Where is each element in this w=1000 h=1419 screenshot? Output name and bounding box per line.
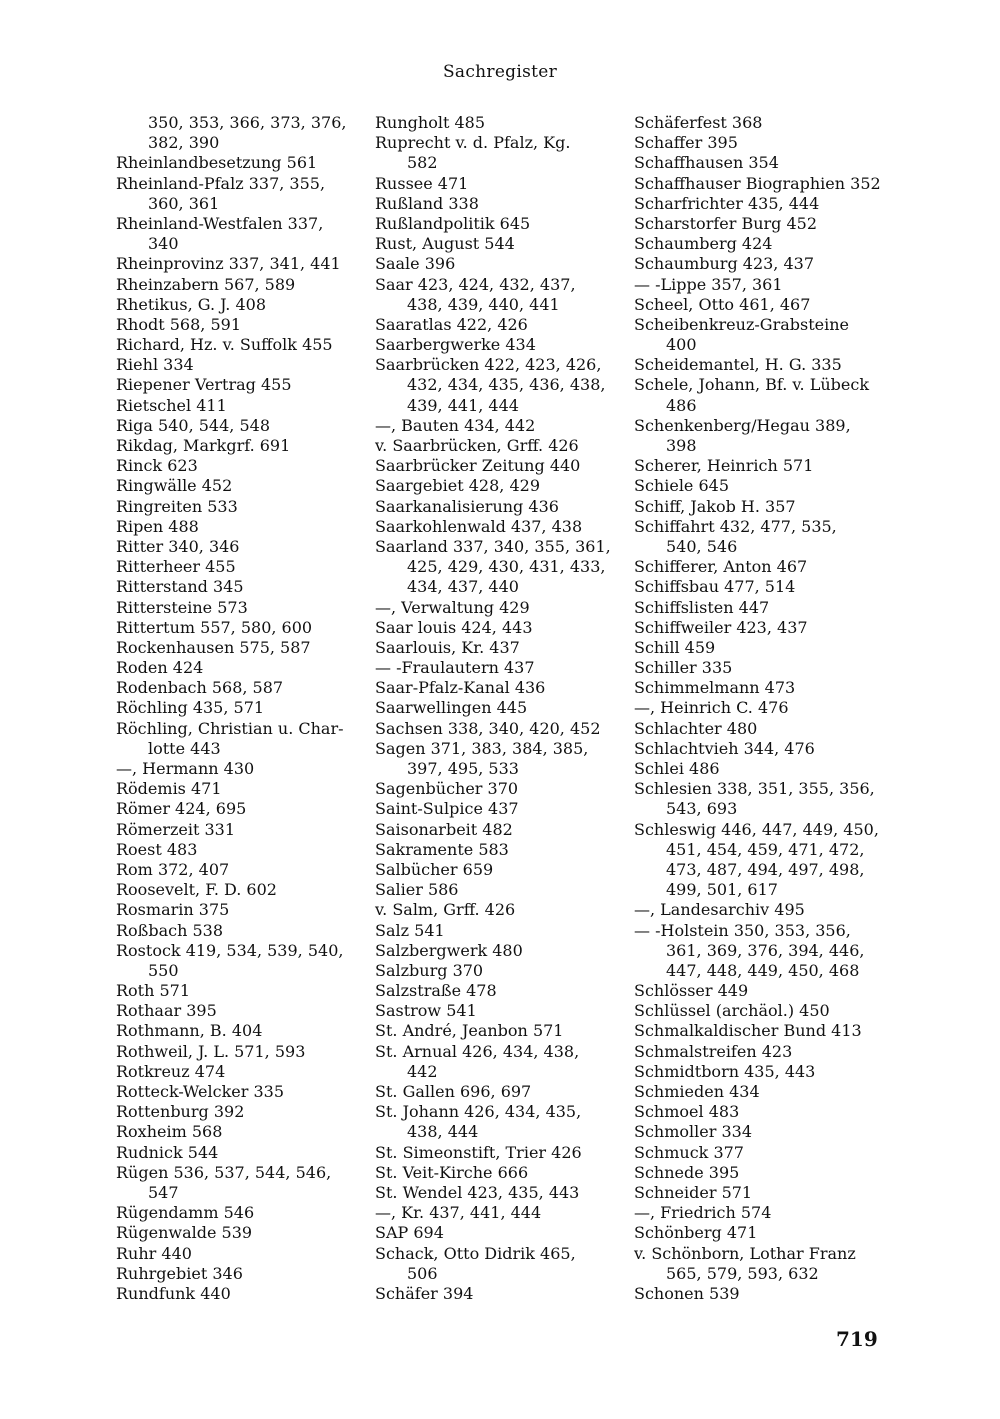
index-entry-continuation: lotte 443: [148, 738, 221, 758]
index-entry-continuation: 451, 454, 459, 471, 472,: [666, 839, 865, 859]
index-entry: Ruhrgebiet 346: [116, 1263, 243, 1283]
index-entry: Roßbach 538: [116, 920, 224, 940]
index-entry-continuation: 360, 361: [148, 193, 220, 213]
index-entry: Rothweil, J. L. 571, 593: [116, 1041, 306, 1061]
index-entry: Richard, Hz. v. Suffolk 455: [116, 335, 333, 355]
index-entry: Rheinland-Pfalz 337, 355,: [116, 173, 326, 193]
index-entry: —, Friedrich 574: [634, 1203, 772, 1223]
index-entry-continuation: 506: [407, 1263, 438, 1283]
index-entry: Roxheim 568: [116, 1122, 223, 1142]
index-entry: Rudnick 544: [116, 1142, 219, 1162]
index-entry: Rosmarin 375: [116, 900, 230, 920]
index-entry-continuation: 439, 441, 444: [407, 395, 519, 415]
index-entry: Rottenburg 392: [116, 1102, 245, 1122]
index-entry: Ruhr 440: [116, 1243, 192, 1263]
index-entry: Saale 396: [375, 254, 456, 274]
index-entry: Saarlouis, Kr. 437: [375, 637, 520, 657]
index-entry-continuation: 432, 434, 435, 436, 438,: [407, 375, 606, 395]
index-entry: Saar-Pfalz-Kanal 436: [375, 678, 546, 698]
index-entry: St. Arnual 426, 434, 438,: [375, 1041, 580, 1061]
index-entry: Saarkanalisierung 436: [375, 496, 559, 516]
index-entry: St. Veit-Kirche 666: [375, 1162, 529, 1182]
index-entry: Saarland 337, 340, 355, 361,: [375, 536, 611, 556]
index-entry: Scheibenkreuz-Grabsteine: [634, 314, 849, 334]
index-entry: Rotkreuz 474: [116, 1061, 226, 1081]
index-entry: St. Johann 426, 434, 435,: [375, 1102, 582, 1122]
index-entry: Rhodt 568, 591: [116, 314, 241, 334]
index-entry: Schimmelmann 473: [634, 678, 796, 698]
index-entry: Schmidtborn 435, 443: [634, 1061, 816, 1081]
index-column-1: [116, 113, 366, 1304]
index-entry: SAP 694: [375, 1223, 444, 1243]
index-entry: Rinck 623: [116, 456, 198, 476]
index-entry-continuation: 340: [148, 234, 179, 254]
index-entry-continuation: 425, 429, 430, 431, 433,: [407, 557, 606, 577]
index-entry: Schleswig 446, 447, 449, 450,: [634, 819, 879, 839]
index-entry: St. Wendel 423, 435, 443: [375, 1182, 580, 1202]
index-entry: Sagen 371, 383, 384, 385,: [375, 738, 589, 758]
page-number: 719: [836, 1327, 878, 1351]
index-entry: Römerzeit 331: [116, 819, 236, 839]
index-entry: Schaumberg 424: [634, 234, 773, 254]
index-entry-continuation: 473, 487, 494, 497, 498,: [666, 859, 865, 879]
index-entry: Rittersteine 573: [116, 597, 248, 617]
index-entry: Salzbergwerk 480: [375, 940, 523, 960]
index-entry-continuation: 438, 444: [407, 1122, 479, 1142]
index-entry: Scheel, Otto 461, 467: [634, 294, 811, 314]
index-entry: Rittertum 557, 580, 600: [116, 617, 313, 637]
index-entry: Saarbergwerke 434: [375, 335, 536, 355]
index-entry: Roden 424: [116, 658, 204, 678]
index-entry: Schnede 395: [634, 1162, 740, 1182]
index-entry: Schlüssel (archäol.) 450: [634, 1001, 830, 1021]
index-entry: Rotteck-Welcker 335: [116, 1082, 285, 1101]
index-entry: — -Holstein 350, 353, 356,: [634, 920, 851, 940]
index-entry: Rust, August 544: [375, 234, 515, 254]
index-entry: Schiele 645: [634, 476, 730, 496]
index-entry: Saarwellingen 445: [375, 698, 528, 718]
index-entry-continuation: 582: [407, 153, 438, 173]
index-entry: Riga 540, 544, 548: [116, 415, 270, 435]
index-entry-continuation: 486: [666, 395, 697, 415]
index-entry-continuation: 361, 369, 376, 394, 446,: [666, 940, 865, 960]
index-entry: Schaffer 395: [634, 133, 738, 153]
index-entry: Schack, Otto Didrik 465,: [375, 1243, 576, 1263]
index-entry: Schaffhausen 354: [634, 153, 779, 173]
index-entry: Saar 423, 424, 432, 437,: [375, 274, 576, 294]
index-entry-continuation: 550: [148, 960, 179, 980]
index-entry: Schlachter 480: [634, 718, 758, 738]
index-entry: Rheinland-Westfalen 337,: [116, 213, 324, 233]
index-entry: St. André, Jeanbon 571: [375, 1021, 564, 1041]
index-entry: Riepener Vertrag 455: [116, 375, 292, 395]
index-entry: Rheinprovinz 337, 341, 441: [116, 254, 341, 274]
index-entry: Saaratlas 422, 426: [375, 314, 528, 334]
index-entry: Schmoel 483: [634, 1102, 740, 1122]
index-entry: Saargebiet 428, 429: [375, 476, 540, 496]
index-entry: Saint-Sulpice 437: [375, 799, 519, 819]
index-entry: Riehl 334: [116, 355, 194, 375]
index-entry: v. Schönborn, Lothar Franz: [634, 1243, 856, 1263]
index-entry-continuation: 398: [666, 436, 697, 455]
index-entry: Schlösser 449: [634, 981, 749, 1001]
index-entry: Schiffahrt 432, 477, 535,: [634, 516, 837, 536]
index-entry: Rhetikus, G. J. 408: [116, 294, 267, 314]
index-entry: Salbücher 659: [375, 859, 494, 879]
index-entry: Ritter 340, 346: [116, 536, 240, 556]
index-entry: St. Gallen 696, 697: [375, 1082, 532, 1101]
index-entry: Sastrow 541: [375, 1001, 477, 1021]
index-entry-continuation: 382, 390: [148, 133, 220, 153]
index-entry-continuation: 447, 448, 449, 450, 468: [666, 960, 860, 980]
index-entry: Ritterstand 345: [116, 577, 244, 597]
page-header-title: Sachregister: [442, 62, 558, 82]
index-entry: Rügenwalde 539: [116, 1223, 253, 1243]
index-entry: Schlachtvieh 344, 476: [634, 738, 815, 758]
index-entry: Schiffslisten 447: [634, 597, 770, 617]
index-entry-continuation: 397, 495, 533: [407, 759, 519, 778]
index-column-3: [634, 113, 884, 1304]
index-entry: Schäfer 394: [375, 1283, 474, 1303]
index-entry: Saisonarbeit 482: [375, 819, 513, 839]
index-entry: v. Salm, Grff. 426: [375, 900, 516, 920]
index-entry: Schmoller 334: [634, 1122, 753, 1142]
index-entry: Schneider 571: [634, 1182, 753, 1202]
index-entry: Schmalstreifen 423: [634, 1041, 793, 1061]
index-entry: Schifferer, Anton 467: [634, 557, 808, 577]
index-entry-continuation: 350, 353, 366, 373, 376,: [148, 113, 347, 132]
index-entry: Schenkenberg/Hegau 389,: [634, 415, 851, 435]
index-column-2: [375, 113, 625, 1304]
index-entry: Ripen 488: [116, 516, 199, 536]
index-entry: Scharstorfer Burg 452: [634, 213, 818, 233]
index-entry: Rom 372, 407: [116, 859, 230, 879]
index-entry-continuation: 565, 579, 593, 632: [666, 1263, 819, 1283]
index-entry: Schonen 539: [634, 1283, 740, 1303]
index-entry: —, Hermann 430: [116, 759, 255, 778]
index-entry: — -Fraulautern 437: [375, 658, 535, 678]
index-entry: Roosevelt, F. D. 602: [116, 880, 277, 900]
index-entry: Salier 586: [375, 880, 459, 900]
index-entry: Ritterheer 455: [116, 557, 236, 577]
index-entry: Salz 541: [375, 920, 445, 940]
index-entry: Scheidemantel, H. G. 335: [634, 355, 842, 375]
index-entry: Rügendamm 546: [116, 1203, 255, 1223]
index-entry: —, Kr. 437, 441, 444: [375, 1203, 542, 1223]
index-entry: Rügen 536, 537, 544, 546,: [116, 1162, 332, 1182]
index-entry: Rödemis 471: [116, 779, 222, 799]
index-entry: —, Landesarchiv 495: [634, 900, 805, 920]
index-entry: Römer 424, 695: [116, 799, 247, 819]
index-entry-continuation: 540, 546: [666, 536, 738, 556]
index-entry: Ringwälle 452: [116, 476, 233, 496]
index-entry: Schmuck 377: [634, 1142, 744, 1162]
index-entry-continuation: 434, 437, 440: [407, 577, 519, 597]
index-entry: —, Bauten 434, 442: [375, 415, 536, 435]
index-entry: Saarkohlenwald 437, 438: [375, 516, 583, 536]
index-entry: Schmieden 434: [634, 1082, 760, 1101]
index-entry: Saar louis 424, 443: [375, 617, 533, 637]
index-entry: Schmalkaldischer Bund 413: [634, 1021, 862, 1041]
index-entry: Rundfunk 440: [116, 1283, 231, 1303]
index-entry-continuation: 438, 439, 440, 441: [407, 294, 560, 314]
index-entry-continuation: 442: [407, 1061, 438, 1081]
index-entry: Schele, Johann, Bf. v. Lübeck: [634, 375, 870, 395]
index-entry-continuation: 547: [148, 1182, 179, 1202]
index-entry: Scharfrichter 435, 444: [634, 193, 820, 213]
index-entry: Rockenhausen 575, 587: [116, 637, 311, 657]
index-entry: Schlesien 338, 351, 355, 356,: [634, 779, 875, 799]
index-entry-continuation: 499, 501, 617: [666, 880, 778, 900]
index-entry: v. Saarbrücken, Grff. 426: [375, 436, 579, 455]
index-entry: Schaumburg 423, 437: [634, 254, 815, 274]
index-entry: Russee 471: [375, 173, 469, 193]
index-entry: Rußlandpolitik 645: [375, 213, 531, 233]
index-entry: Rheinzabern 567, 589: [116, 274, 296, 294]
index-entry-continuation: 400: [666, 335, 697, 355]
index-entry: Schiffsbau 477, 514: [634, 577, 796, 597]
index-entry: St. Simeonstift, Trier 426: [375, 1142, 582, 1162]
index-entry: Schlei 486: [634, 759, 720, 778]
index-entry: Schaffhauser Biographien 352: [634, 173, 881, 193]
index-entry-continuation: 543, 693: [666, 799, 738, 819]
index-entry: Rußland 338: [375, 193, 479, 213]
index-entry: Schäferfest 368: [634, 113, 763, 132]
index-entry: —, Verwaltung 429: [375, 597, 530, 617]
index-entry: Schiff, Jakob H. 357: [634, 496, 796, 516]
index-entry: Ruprecht v. d. Pfalz, Kg.: [375, 133, 571, 153]
index-entry: Röchling, Christian u. Char-: [116, 718, 344, 738]
index-entry: Rikdag, Markgrf. 691: [116, 436, 291, 455]
index-entry: Sagenbücher 370: [375, 779, 519, 799]
index-entry: Röchling 435, 571: [116, 698, 265, 718]
index-entry: Schönberg 471: [634, 1223, 758, 1243]
index-entry: Rostock 419, 534, 539, 540,: [116, 940, 344, 960]
index-entry: — -Lippe 357, 361: [634, 274, 783, 294]
index-entry: Rodenbach 568, 587: [116, 678, 284, 698]
index-entry: Rungholt 485: [375, 113, 486, 132]
index-entry: Salzstraße 478: [375, 981, 497, 1001]
index-entry: Schiffweiler 423, 437: [634, 617, 808, 637]
index-entry: —, Heinrich C. 476: [634, 698, 789, 718]
index-entry: Salzburg 370: [375, 960, 484, 980]
index-entry: Schill 459: [634, 637, 716, 657]
index-entry: Rothaar 395: [116, 1001, 217, 1021]
index-entry: Sakramente 583: [375, 839, 509, 859]
index-entry: Roth 571: [116, 981, 191, 1001]
index-entry: Rheinlandbesetzung 561: [116, 153, 318, 173]
index-entry: Scherer, Heinrich 571: [634, 456, 814, 476]
index-entry: Saarbrücker Zeitung 440: [375, 456, 581, 476]
index-entry: Sachsen 338, 340, 420, 452: [375, 718, 601, 738]
index-entry: Saarbrücken 422, 423, 426,: [375, 355, 602, 375]
index-entry: Rothmann, B. 404: [116, 1021, 263, 1041]
index-entry: Ringreiten 533: [116, 496, 238, 516]
index-entry: Rietschel 411: [116, 395, 227, 415]
index-entry: Roest 483: [116, 839, 198, 859]
index-entry: Schiller 335: [634, 658, 733, 678]
